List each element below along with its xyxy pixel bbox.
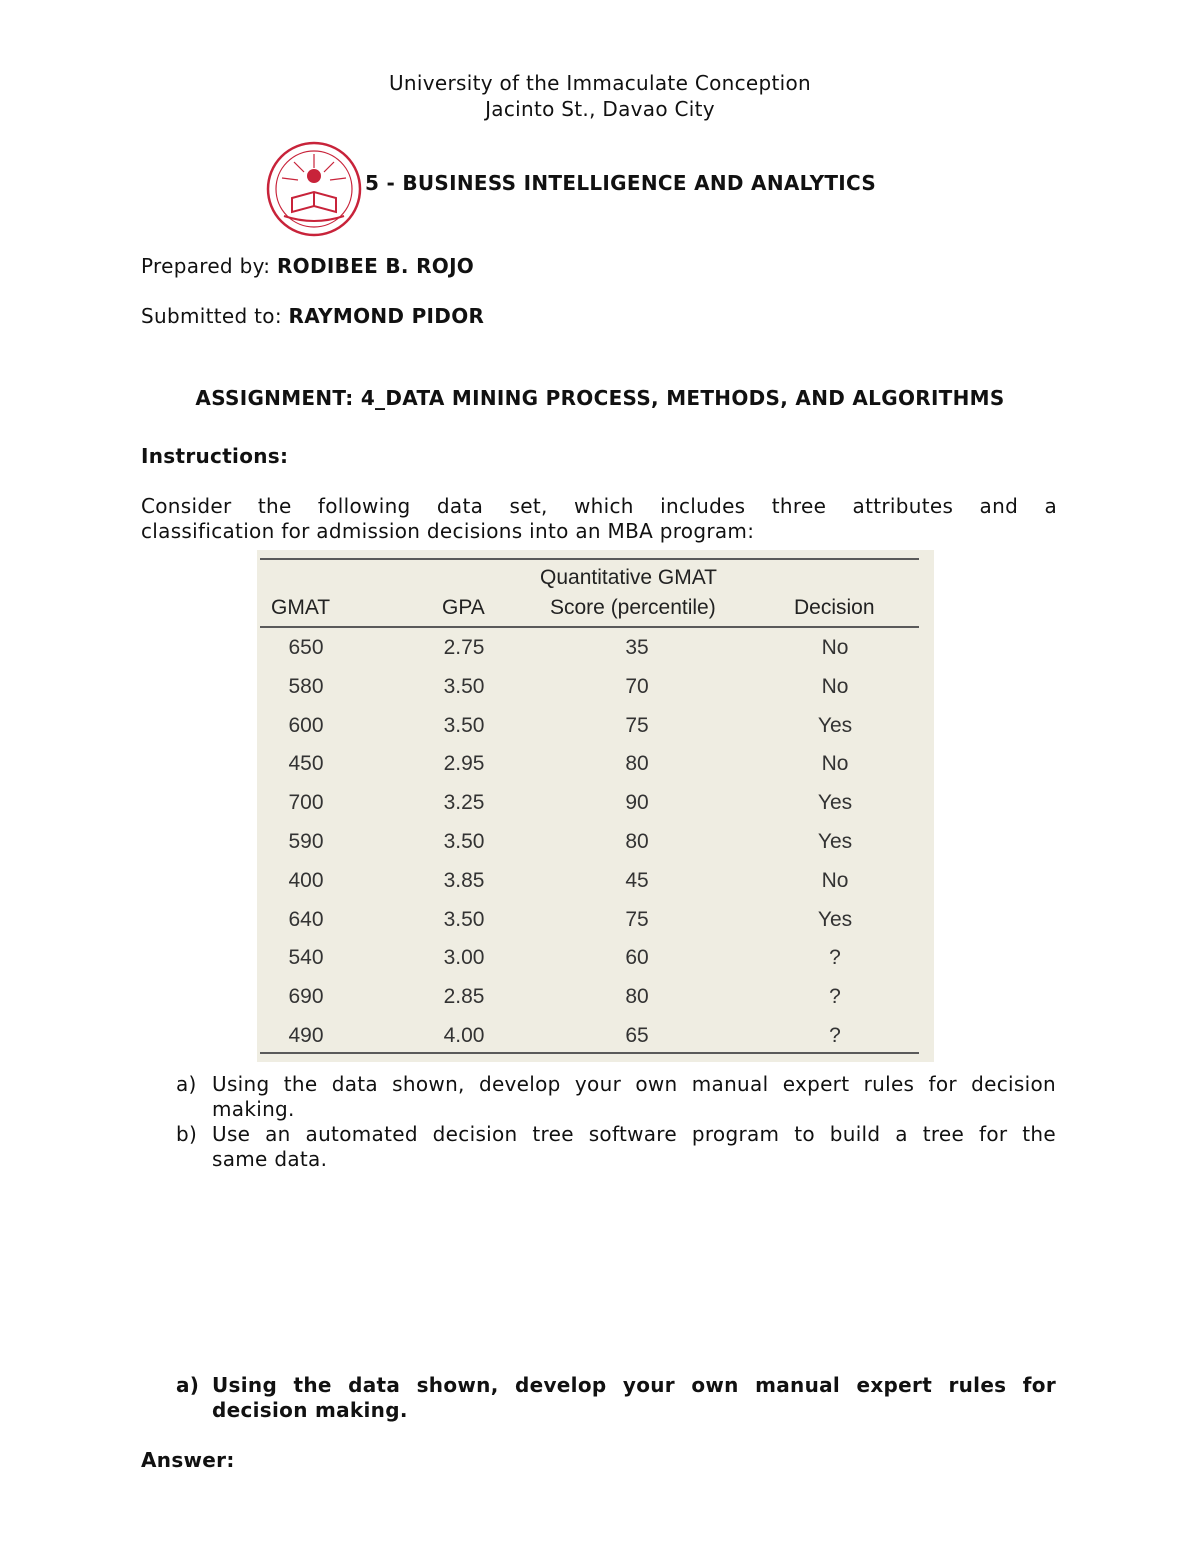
cell-decision: Yes: [817, 713, 853, 737]
header-quant-line2: Score (percentile): [550, 596, 716, 619]
cell-decision: No: [821, 636, 849, 659]
answer-question-line-1: Using the data shown, develop your own manual expert rules for: [212, 1373, 1056, 1397]
cell-gpa: 2.85: [443, 985, 485, 1009]
instructions-heading: Instructions:: [141, 444, 289, 468]
cell-gmat: 700: [288, 791, 324, 815]
task-a-line-1: Using the data shown, develop your own manual expert rules for decision: [212, 1072, 1056, 1096]
cell-gpa: 3.50: [443, 907, 485, 931]
task-a-label: a): [176, 1072, 197, 1096]
cell-gpa: 4.00: [443, 1024, 485, 1047]
task-a: [176, 1072, 1056, 1122]
cell-quant: 90: [625, 791, 649, 815]
cell-gmat: 590: [288, 830, 324, 853]
cell-gmat: 400: [288, 868, 324, 892]
task-b: [176, 1122, 1056, 1172]
intro-line-2: classification for admission decisions into an MBA program:: [141, 519, 755, 543]
header-gpa: GPA: [442, 596, 485, 619]
cell-gpa: 3.00: [443, 946, 485, 970]
submitted-to: [141, 304, 484, 328]
cell-decision: Yes: [817, 791, 853, 815]
cell-quant: 60: [625, 946, 649, 970]
cell-gpa: 3.25: [443, 791, 485, 815]
intro-paragraph: [141, 494, 1057, 544]
cell-gmat: 650: [288, 636, 324, 659]
cell-gmat: 450: [288, 752, 324, 776]
cell-gmat: 690: [288, 985, 324, 1009]
course-title: 5 - BUSINESS INTELLIGENCE AND ANALYTICS: [365, 171, 877, 195]
cell-gpa: 3.50: [443, 830, 485, 853]
prepared-by-label: Prepared by:: [141, 254, 271, 278]
cell-decision: ?: [829, 946, 841, 970]
cell-gpa: 2.75: [443, 636, 485, 659]
task-b-line-1: Use an automated decision tree software program to build a tree for the: [212, 1122, 1056, 1146]
cell-gmat: 640: [288, 907, 324, 931]
table-header-rule: [260, 626, 919, 628]
task-b-label: b): [176, 1122, 198, 1146]
header-gmat: GMAT: [271, 596, 331, 619]
answer-question-label: a): [176, 1373, 200, 1397]
cell-quant: 70: [625, 674, 649, 698]
table-bottom-rule: [260, 1052, 919, 1054]
cell-gpa: 2.95: [443, 752, 485, 776]
cell-decision: Yes: [817, 907, 853, 931]
cell-gmat: 540: [288, 946, 324, 970]
university-address: Jacinto St., Davao City: [485, 97, 715, 121]
header-decision: Decision: [794, 596, 875, 619]
cell-decision: Yes: [817, 830, 853, 853]
cell-quant: 80: [625, 830, 649, 853]
submitted-to-label: Submitted to:: [141, 304, 282, 328]
prepared-by-name: RODIBEE B. ROJO: [276, 254, 475, 278]
cell-quant: 80: [625, 752, 649, 776]
cell-gmat: 580: [288, 674, 324, 698]
university-name: University of the Immaculate Conception: [388, 71, 812, 95]
cell-quant: 65: [625, 1024, 649, 1047]
cell-quant: 35: [625, 636, 649, 659]
intro-line-1: Consider the following data set, which includes three attributes and a: [141, 494, 1057, 518]
university-seal-logo: [264, 140, 364, 238]
cell-decision: No: [821, 868, 849, 892]
cell-gpa: 3.85: [443, 868, 485, 892]
assignment-title: ASSIGNMENT: 4_DATA MINING PROCESS, METHODS, AND ALGORITHMS: [195, 386, 1005, 410]
header-quant-line1: Quantitative GMAT: [540, 566, 718, 589]
task-b-line-2: same data.: [212, 1147, 328, 1171]
cell-quant: 45: [625, 868, 649, 892]
cell-quant: 75: [625, 713, 649, 737]
answer-label: Answer:: [141, 1448, 235, 1472]
cell-decision: ?: [829, 985, 841, 1009]
cell-decision: No: [821, 752, 849, 776]
table-top-rule: [260, 558, 919, 560]
answer-question-line-2: decision making.: [212, 1398, 408, 1422]
answer-question: [176, 1373, 1056, 1423]
task-a-line-2: making.: [212, 1097, 295, 1121]
cell-quant: 80: [625, 985, 649, 1009]
cell-quant: 75: [625, 907, 649, 931]
admission-data-table: [257, 550, 934, 1062]
cell-decision: No: [821, 674, 849, 698]
cell-gpa: 3.50: [443, 713, 485, 737]
prepared-by: [141, 254, 474, 278]
cell-gpa: 3.50: [443, 674, 485, 698]
cell-gmat: 490: [288, 1024, 324, 1047]
submitted-to-name: RAYMOND PIDOR: [288, 304, 485, 328]
cell-decision: ?: [829, 1024, 841, 1047]
cell-gmat: 600: [288, 713, 324, 737]
